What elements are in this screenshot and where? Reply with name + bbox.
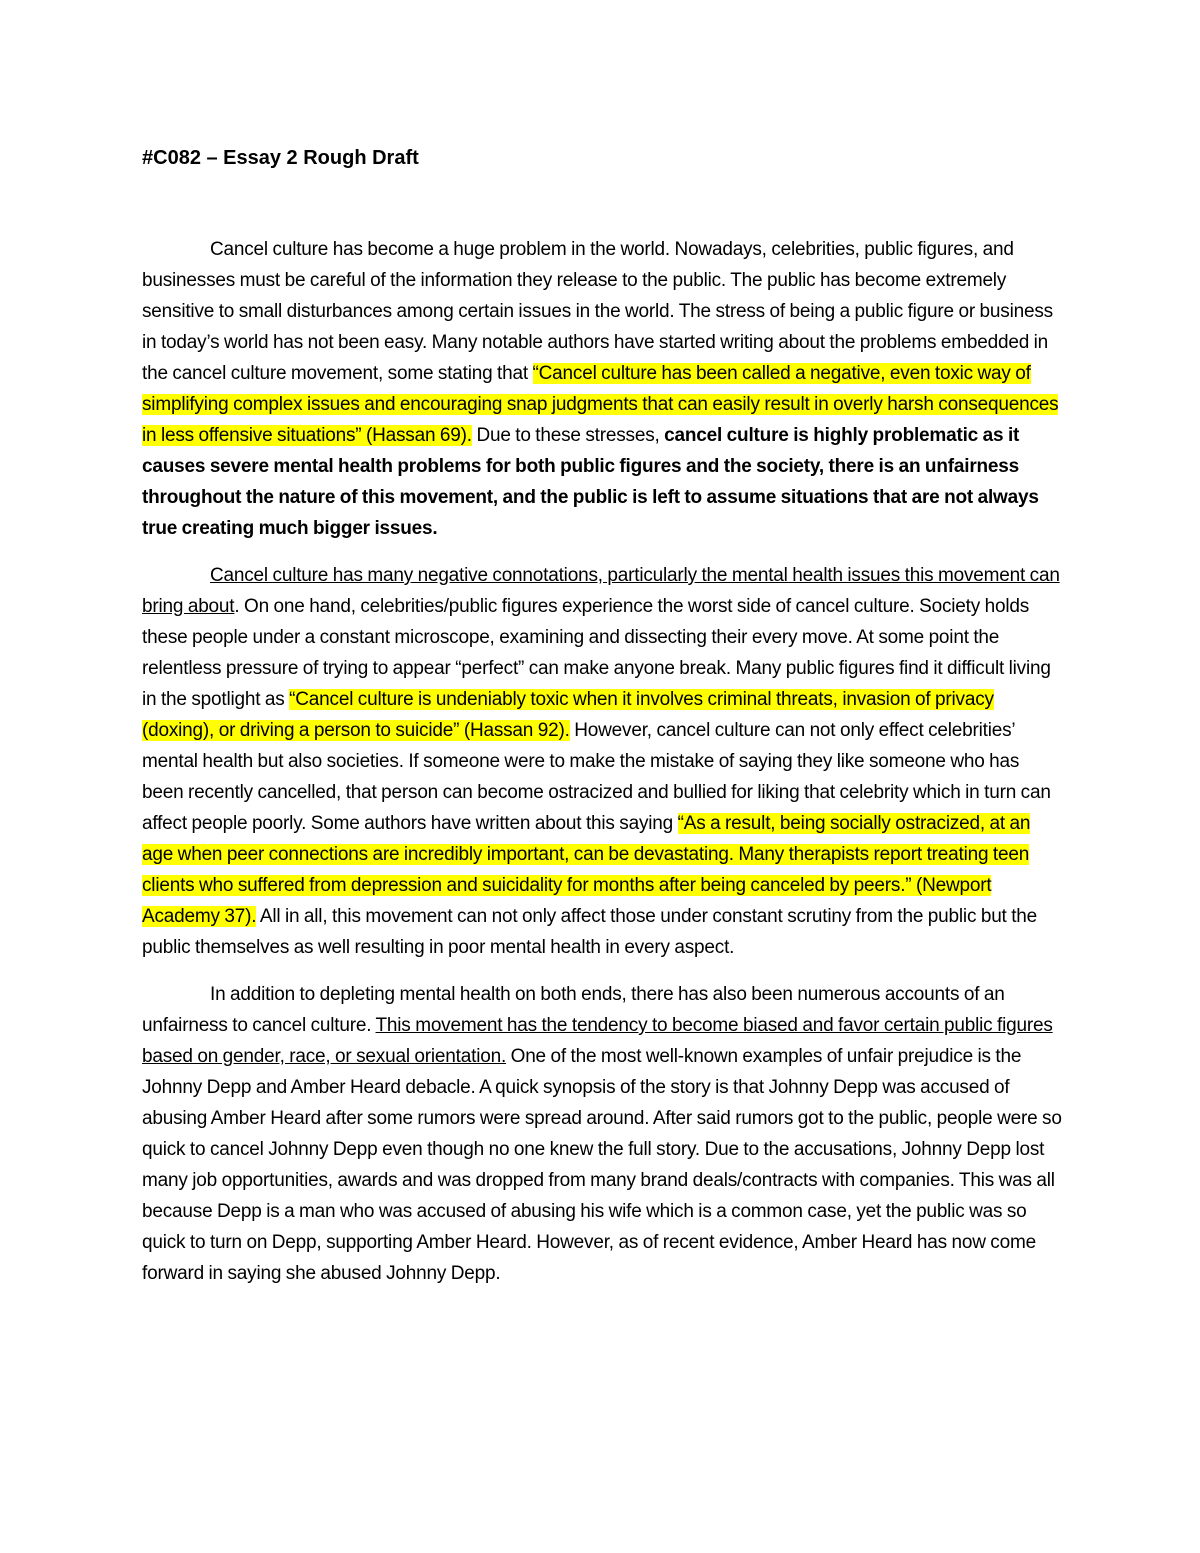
highlighted-quote-newport-academy: “As a result, being socially ostracized, at an age when peer connections are incredibly important, can be devastating. Many therapists report treating teen clients who suffered from depression and suicidality for months after being canceled by peers.” (Newport Academy 37). xyxy=(142,813,1031,927)
thesis-statement: cancel culture is highly problematic as it causes severe mental health problems for both public figures and the society, there is an unfairness throughout the nature of this movement, and the public is left to assume situations that are not always true creating much bigger issues. xyxy=(142,425,1039,539)
topic-sentence-unfairness: This movement has the tendency to become biased and favor certain public figures based on gender, race, or sexual orientation. xyxy=(142,1015,1053,1067)
highlighted-quote-hassan-92: “Cancel culture is undeniably toxic when it involves criminal threats, invasion of privacy (doxing), or driving a person to suicide” (Hassan 92). xyxy=(142,689,994,741)
topic-sentence-mental-health: Cancel culture has many negative connotations, particularly the mental health issues this movement can bring about xyxy=(142,565,1060,617)
paragraph-unfairness xyxy=(142,979,1064,1289)
document-title: #C082 – Essay 2 Rough Draft xyxy=(142,147,419,169)
intro-transition-text: Due to these stresses, xyxy=(471,425,665,446)
paragraph-introduction xyxy=(142,234,1064,544)
essay-body xyxy=(142,234,1064,1305)
mental-health-conclusion: All in all, this movement can not only affect those under constant scrutiny from the public but the public themselves as well resulting in poor mental health in every aspect. xyxy=(142,906,1038,958)
mental-health-text: . On one hand, celebrities/public figures experience the worst side of cancel culture. Society holds these people under a constant microscope, examining and dissecting their every move. At some point the relentless pressure of trying to appear “perfect” can make anyone break. Many public figures find it difficult living in the spotlight as xyxy=(142,596,1051,710)
highlighted-quote-hassan-69: “Cancel culture has been called a negative, even toxic way of simplifying complex issues and encouraging snap judgments that can easily result in overly harsh consequences in less offensive situations” (Hassan 69). xyxy=(142,363,1059,446)
unfairness-text: One of the most well-known examples of unfair prejudice is the Johnny Depp and Amber Heard debacle. A quick synopsis of the story is that Johnny Depp was accused of abusing Amber Heard after some rumors were spread around. After said rumors got to the public, people were so quick to cancel Johnny Depp even though no one knew the full story. Due to the accusations, Johnny Depp lost many job opportunities, awards and was dropped from many brand deals/contracts with companies. This was all because Depp is a man who was accused of abusing his wife which is a common case, yet the public was so quick to turn on Depp, supporting Amber Heard. However, as of recent evidence, Amber Heard has now come forward in saying she abused Johnny Depp. xyxy=(142,1046,1062,1284)
paragraph-mental-health xyxy=(142,560,1064,963)
mental-health-text-continued: However, cancel culture can not only effect celebrities’ mental health but also societies. If someone were to make the mistake of saying they like someone who has been recently cancelled, that person can become ostracized and bullied for liking that celebrity which in turn can affect people poorly. Some authors have written about this saying xyxy=(142,720,1051,834)
unfairness-intro-text: In addition to depleting mental health on both ends, there has also been numerous accounts of an unfairness to cancel culture. xyxy=(142,984,1005,1036)
intro-text: Cancel culture has become a huge problem in the world. Nowadays, celebrities, public figures, and businesses must be careful of the information they release to the public. The public has become extremely sensitive to small disturbances among certain issues in the world. The stress of being a public figure or business in today’s world has not been easy. Many notable authors have started writing about the problems embedded in the cancel culture movement, some stating that xyxy=(142,239,1053,384)
